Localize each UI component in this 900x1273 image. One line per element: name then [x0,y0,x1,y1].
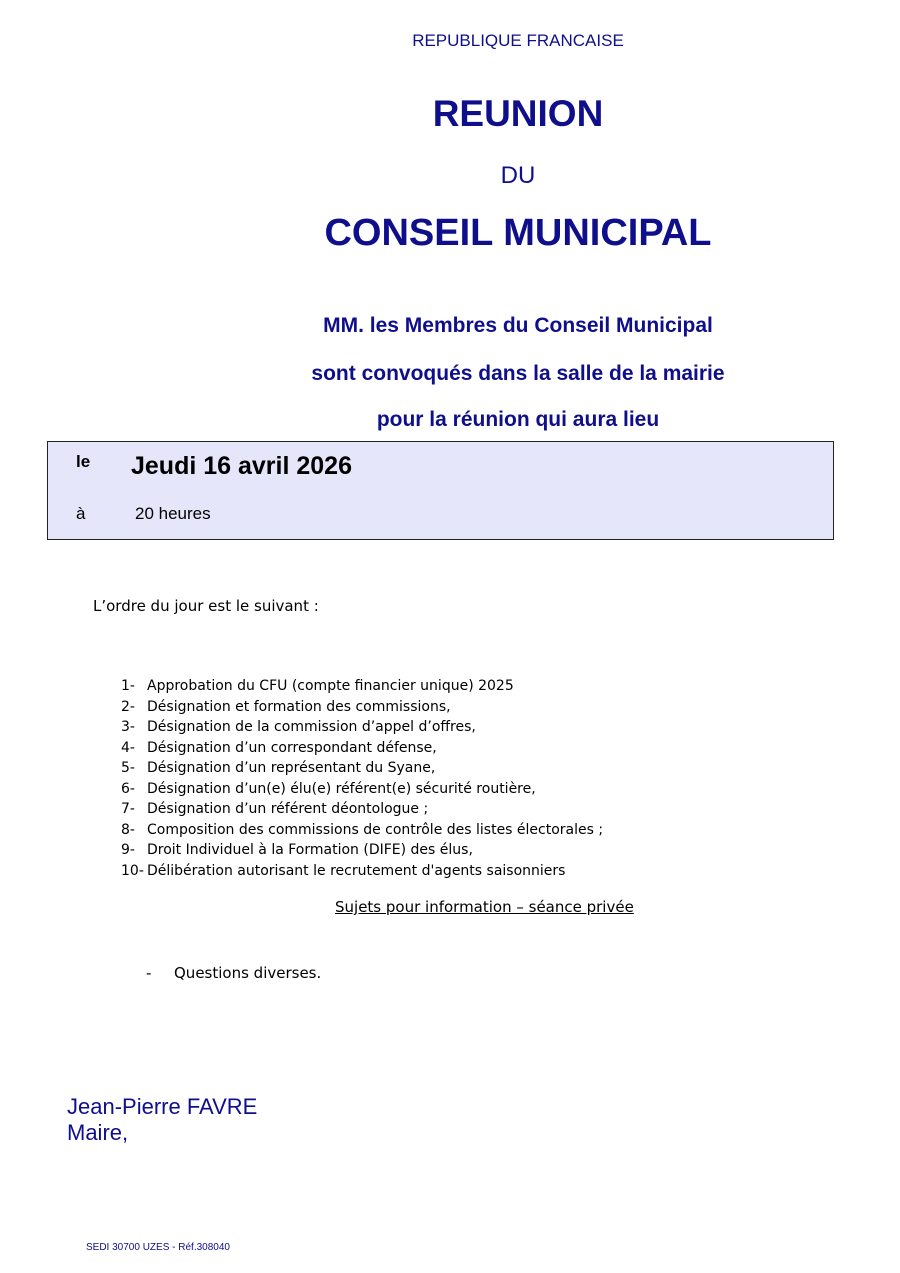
info-section-heading: Sujets pour information – séance privée [335,898,634,916]
title-conseil-municipal: CONSEIL MUNICIPAL [324,212,712,254]
bullet-dash: - [146,964,152,982]
agenda-item-number: 5- [121,760,135,776]
info-list-item [146,964,321,982]
signer-name: Jean-Pierre FAVRE [67,1094,258,1119]
agenda-item-number: 4- [121,739,135,756]
agenda-item-text: Composition des commissions de contrôle des listes électorales ; [147,821,604,838]
footer-reference: SEDI 30700 UZES - Réf.308040 [86,1242,230,1253]
agenda-item-number: 3- [121,719,135,735]
agenda-item [121,820,603,841]
agenda-item-text: Délibération autorisant le recrutement d'agents saisonniers [147,862,566,879]
agenda-item [121,738,603,759]
agenda-item-text: Désignation d’un représentant du Syane, [147,760,436,776]
agenda-item-number: 6- [121,780,135,797]
agenda-item-text: Désignation et formation des commissions, [147,698,451,715]
convocation-line-3: pour la réunion qui aura lieu [376,408,660,431]
republic-heading: REPUBLIQUE FRANCAISE [412,31,624,50]
info-item-text: Questions diverses. [174,964,322,982]
agenda-item-text: Désignation de la commission d’appel d’offres, [147,719,476,735]
agenda-item [121,758,603,779]
agenda-item-number: 7- [121,801,135,817]
agenda-item [121,861,603,882]
agenda-item-text: Désignation d’un référent déontologue ; [147,801,429,817]
convocation-line-2: sont convoqués dans la salle de la mairie [311,362,725,385]
agenda-intro: L’ordre du jour est le suivant : [93,597,319,615]
date-label: le [76,452,91,471]
meeting-date: Jeudi 16 avril 2026 [131,452,352,480]
title-du: DU [500,162,536,189]
time-label: à [76,504,86,523]
agenda-item-text: Approbation du CFU (compte financier unique) 2025 [147,678,514,694]
agenda-item [121,717,603,738]
agenda-item [121,799,603,820]
agenda-item-number: 9- [121,842,135,858]
agenda-item [121,676,603,697]
meeting-time: 20 heures [135,504,211,523]
convocation-line-1: MM. les Membres du Conseil Municipal [323,314,713,337]
agenda-item-text: Droit Individuel à la Formation (DIFE) des élus, [147,842,473,858]
agenda-item-number: 2- [121,698,135,715]
agenda-item-number: 8- [121,821,135,838]
signer-title: Maire, [67,1120,129,1145]
agenda-item-number: 10- [121,862,144,879]
agenda-item-number: 1- [121,678,135,694]
agenda-item-text: Désignation d’un correspondant défense, [147,739,437,756]
agenda-item [121,840,603,861]
meeting-date-box [47,441,834,540]
agenda-item-text: Désignation d’un(e) élu(e) référent(e) sécurité routière, [147,780,536,797]
agenda-item [121,697,603,718]
agenda-list [121,676,603,881]
agenda-item [121,779,603,800]
title-reunion: REUNION [432,93,604,134]
